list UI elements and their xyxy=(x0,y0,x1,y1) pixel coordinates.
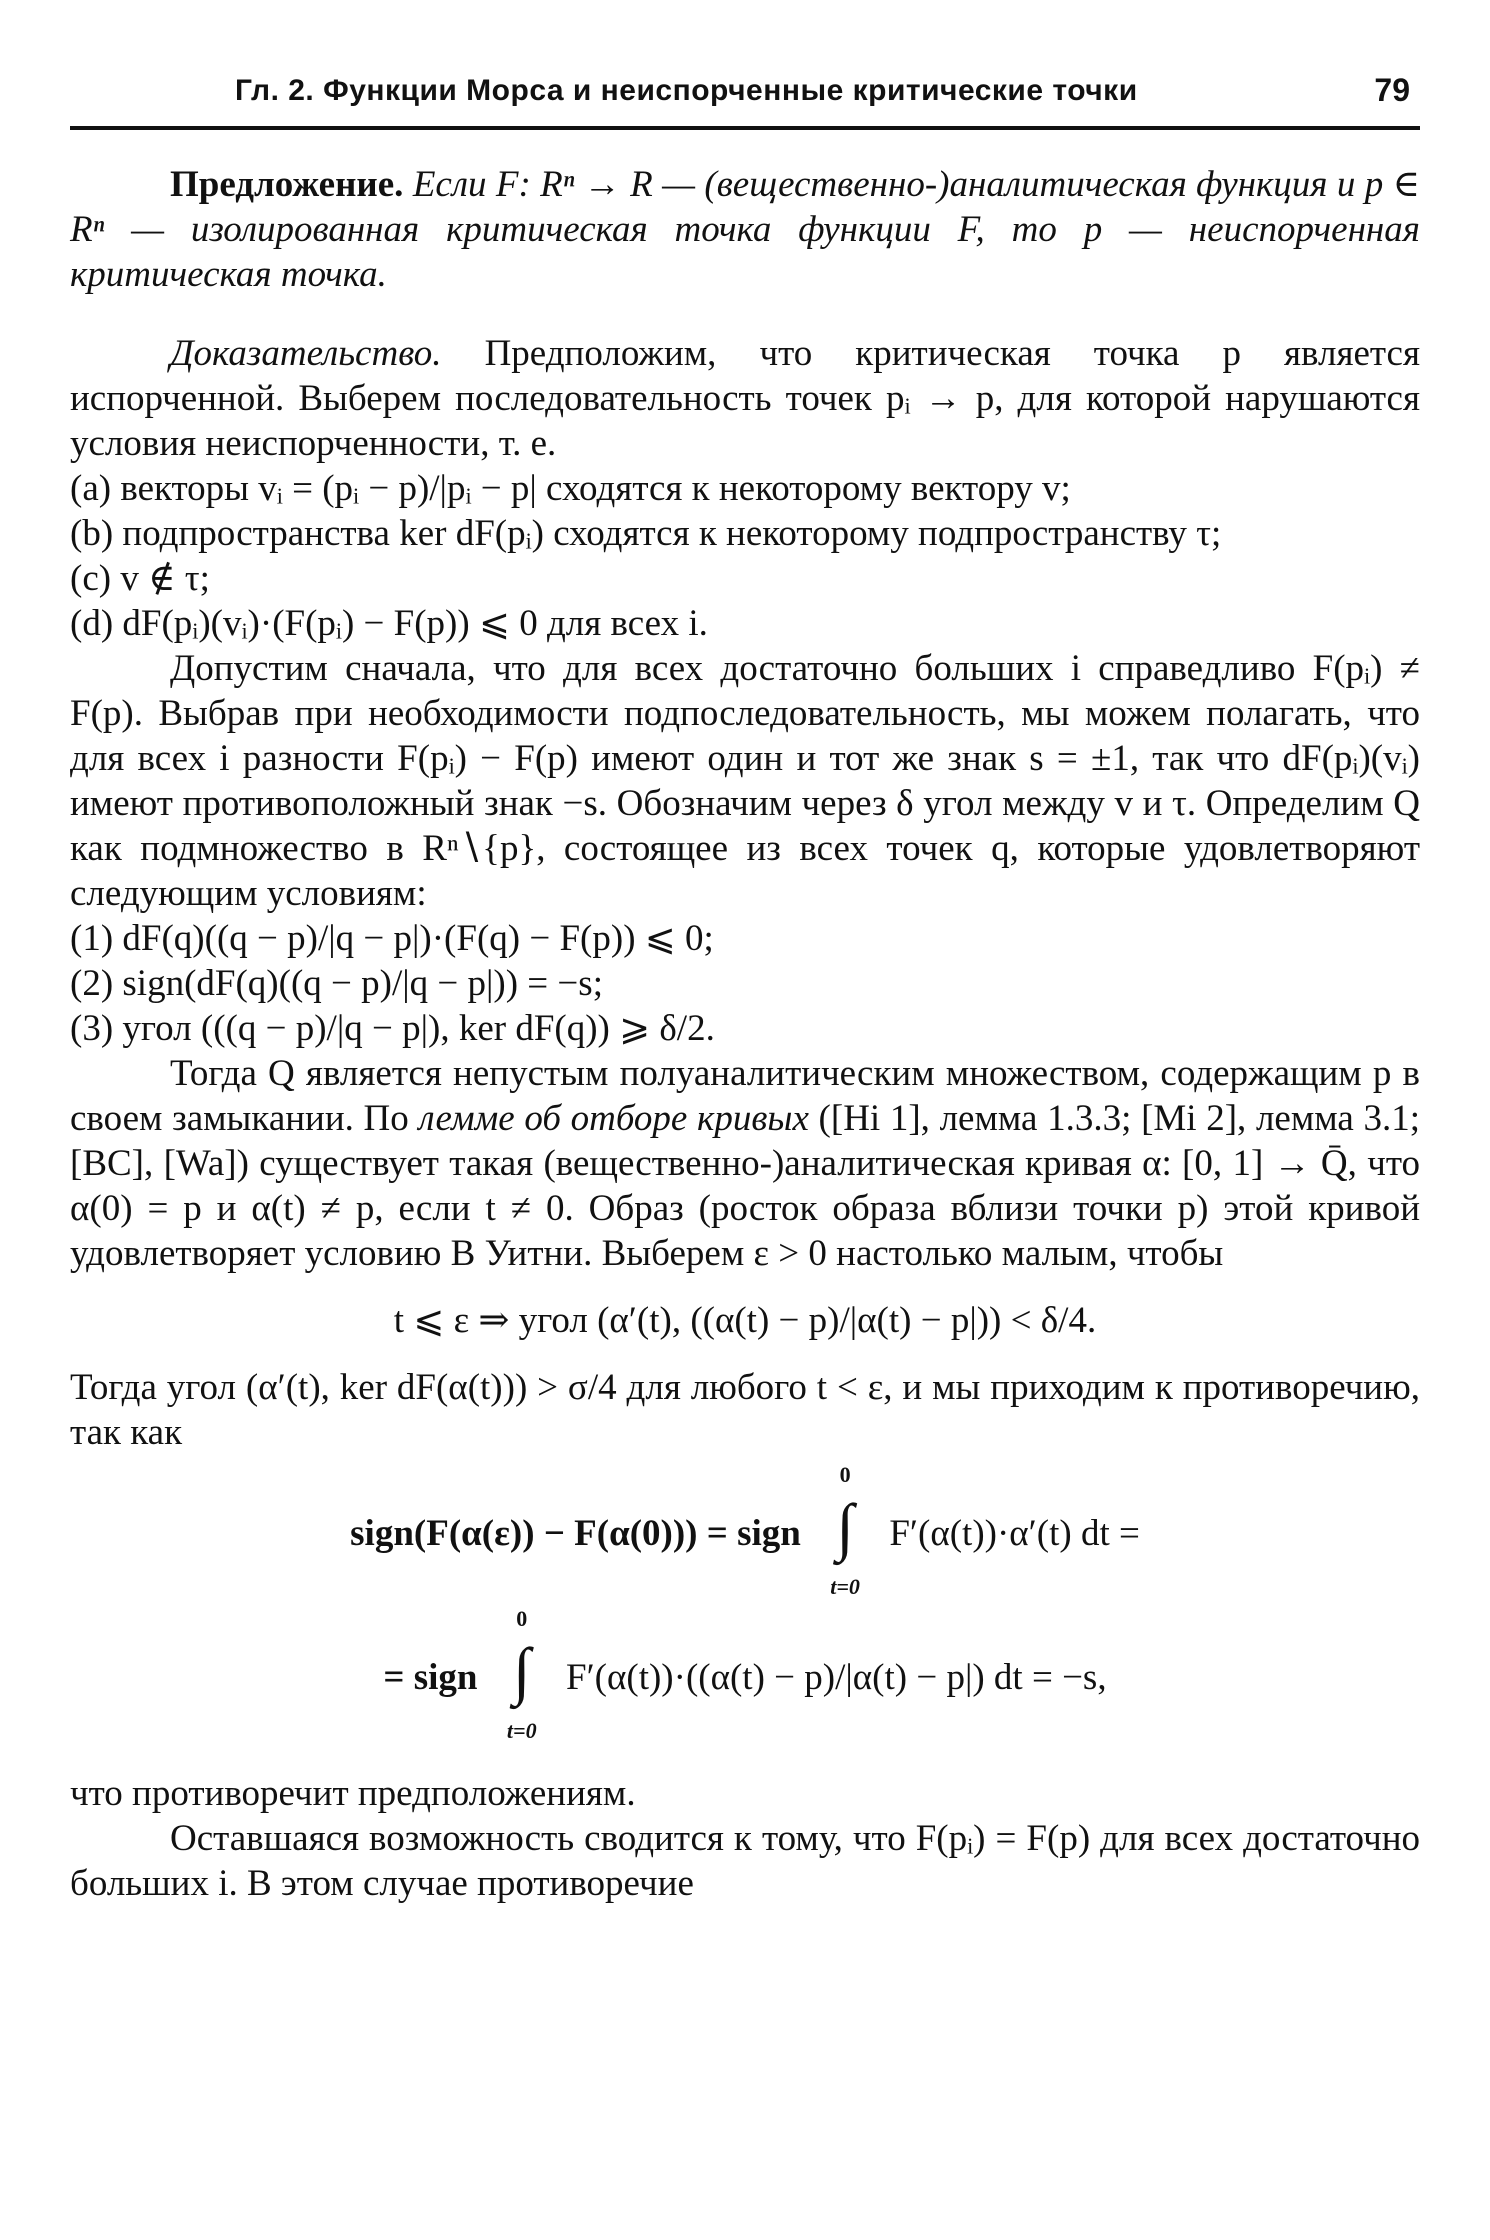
integral-symbol-icon: ∫ xyxy=(836,1490,854,1562)
proposition-label: Предложение. xyxy=(170,164,404,205)
integral-equation-2 xyxy=(70,1605,1420,1743)
integral-equation-1 xyxy=(70,1461,1420,1599)
integral1-lhs: sign(F(α(ε)) − F(α(0))) = sign xyxy=(350,1513,801,1554)
condition-lead: (1) xyxy=(70,918,114,959)
proposition-text: Если F: Rⁿ → R — (вещественно-)аналитическая функция и p ∈ Rⁿ — изолированная критическая точка функции F, то p — неиспорченная критическая точка. xyxy=(70,164,1421,295)
condition-lead: (3) xyxy=(70,1008,114,1049)
condition-text: векторы vᵢ = (pᵢ − p)/|pᵢ − p| сходятся к некоторому вектору v; xyxy=(120,468,1071,509)
condition-lead: (a) xyxy=(70,468,112,509)
integral2-integrand: F′(α(t))·((α(t) − p)/|α(t) − p|) dt = −s, xyxy=(566,1657,1107,1698)
integral2-sign xyxy=(487,1605,557,1746)
condition-lead: (c) xyxy=(70,558,112,599)
condition-lead: (2) xyxy=(70,963,114,1004)
paragraph-then xyxy=(70,1051,1420,1276)
q-condition-2 xyxy=(70,961,1420,1006)
condition-lead: (d) xyxy=(70,603,114,644)
formula-epsilon: t ⩽ ε ⇒ угол (α′(t), ((α(t) − p)/|α(t) − p|)) < δ/4. xyxy=(393,1300,1097,1341)
integral2-upper-limit: 0 xyxy=(516,1605,528,1631)
condition-text: sign(dF(q)((q − p)/|q − p|)) = −s; xyxy=(122,963,603,1004)
integral1-sign xyxy=(810,1461,880,1602)
integral2-lhs: = sign xyxy=(383,1657,478,1698)
integral1-lower-limit: t=0 xyxy=(830,1573,860,1599)
integral1-upper-limit: 0 xyxy=(839,1461,851,1487)
integral2-lower-limit: t=0 xyxy=(506,1717,537,1743)
condition-c xyxy=(70,556,1420,601)
proposition xyxy=(70,162,1420,297)
condition-text: dF(q)((q − p)/|q − p|)·(F(q) − F(p)) ⩽ 0; xyxy=(122,918,714,959)
q-condition-3 xyxy=(70,1006,1420,1051)
condition-text: v ∉ τ; xyxy=(120,558,210,599)
paragraph-assume: Допустим сначала, что для всех достаточно больших i справедливо F(pᵢ) ≠ F(p). Выбрав при необходимости подпоследовательность, мы можем полагать, что для всех i разности F(pᵢ) − F(p) имеют один и тот же знак s = ±1, так что dF(pᵢ)(vᵢ) имеют противоположный знак −s. Обозначим через δ угол между v и τ. Определим Q как подмножество в Rⁿ∖{p}, состоящее из всех точек q, которые удовлетворяют следующим условиям: xyxy=(70,648,1420,914)
paragraph-contradiction: Тогда угол (α′(t), ker dF(α(t))) > σ/4 для любого t < ε, и мы приходим к противоречию, так как xyxy=(70,1367,1420,1453)
page-number: 79 xyxy=(1374,72,1410,108)
integral-symbol-icon: ∫ xyxy=(512,1634,531,1706)
lemma-name: лемме об отборе кривых xyxy=(418,1098,809,1139)
paragraph-remaining: Оставшаяся возможность сводится к тому, что F(pᵢ) = F(p) для всех достаточно больших i. В этом случае противоречие xyxy=(70,1818,1420,1904)
q-condition-1 xyxy=(70,916,1420,961)
condition-d xyxy=(70,601,1420,646)
condition-text: подпространства ker dF(pᵢ) сходятся к некоторому подпространству τ; xyxy=(122,513,1222,554)
para-then-post: ([Hi 1], лемма 1.3.3; [Mi 2], лемма 3.1; [BC], [Wa]) существует такая (вещественно-)аналитическая кривая α: [0, 1] → Q̄, что α(0) = p и α(t) ≠ p, если t ≠ 0. Образ (росток образа вблизи точки p) этой кривой удовлетворяет условию B Уитни. Выберем ε > 0 настолько малым, чтобы xyxy=(70,1098,1421,1274)
condition-a xyxy=(70,466,1420,511)
proof-label: Доказательство. xyxy=(170,333,442,374)
paragraph-contradicts: что противоречит предположениям. xyxy=(70,1773,636,1814)
condition-lead: (b) xyxy=(70,513,114,554)
condition-b xyxy=(70,511,1420,556)
integral1-integrand: F′(α(t))·α′(t) dt = xyxy=(889,1513,1140,1554)
proof-intro-text: Предположим, что критическая точка p является испорченной. Выберем последовательность точек pᵢ → p, для которой нарушаются условия неиспорченности, т. е. xyxy=(70,333,1420,464)
proof-intro xyxy=(70,331,1420,466)
condition-text: dF(pᵢ)(vᵢ)·(F(pᵢ) − F(p)) ⩽ 0 для всех i. xyxy=(122,603,708,644)
condition-text: угол (((q − p)/|q − p|), ker dF(q)) ⩾ δ/2. xyxy=(122,1008,715,1049)
running-header xyxy=(70,70,1420,130)
page-body xyxy=(70,162,1420,1906)
chapter-title: Гл. 2. Функции Морса и неиспорченные критические точки xyxy=(235,74,1138,107)
para-then-pre: Тогда Q является непустым полуаналитическим множеством, содержащим p в своем замыкании. По xyxy=(70,1053,1420,1139)
